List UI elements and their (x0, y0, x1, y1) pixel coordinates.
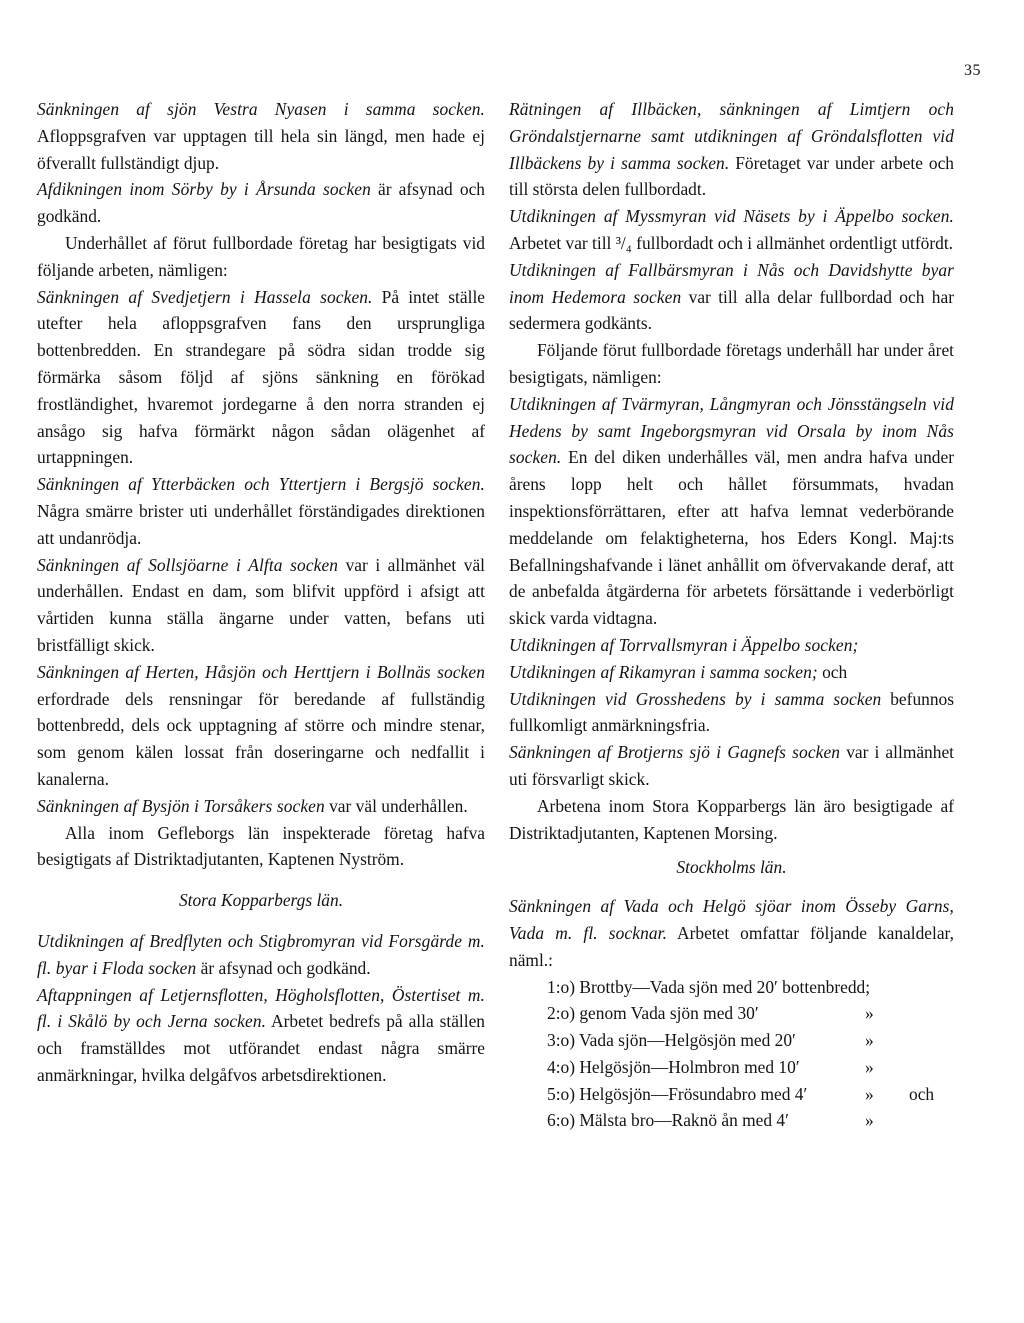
canal-item: 6:o) Mälsta bro—Raknö ån med 4′ » (547, 1110, 874, 1131)
canal-item: 1:o) Brottby—Vada sjön med 20′ bottenbredd; (547, 976, 871, 997)
paragraph-sorby: Afdikningen inom Sörby by i Årsunda socken är afsynad och godkänd. (37, 179, 485, 227)
page-number: 35 (964, 62, 981, 79)
paragraph-myssmyran: Utdikningen af Myssmyran vid Näsets by i Äppelbo socken. Arbetet var till ³/₄ fullbordadt och i allmänhet ordentligt utfördt. (509, 206, 954, 253)
section-heading-stockholm: Stockholms län. (676, 857, 787, 878)
item-title: Sänkningen af Bysjön i Torsåkers socken (37, 795, 325, 816)
item-title: Sänkningen af Svedjetjern i Hassela socken. (37, 286, 373, 307)
paragraph-vestra-nyasen: Sänkningen af sjön Vestra Nyasen i samma socken. Afloppsgrafven var upptagen till hela sin längd, men hade ej öfverallt fullständigt djup. (37, 99, 485, 173)
paragraph-bysjon: Sänkningen af Bysjön i Torsåkers socken var väl underhållen. (37, 795, 468, 816)
paragraph-svedjetjern: Sänkningen af Svedjetjern i Hassela socken. På intet ställe utefter hela afloppsgrafven fans den ursprungliga bottenbredden. En strandegare på södra sidan trodde sig förmärka såsom följd af sjöns sänkning en förökad frostländighet, hvaremot jordegarne å den norra stranden ej ansågo sig hafva förmärkt någon sådan olägenhet af urtappningen. (37, 286, 485, 468)
item-title: Utdikningen af Tvärmyran, Långmyran och Jönsstängseln vid Hedens by samt Ingeborgsmyran vid Orsala by inom Nås socken. (509, 393, 954, 468)
right-column (509, 96, 954, 1134)
left-column (37, 96, 485, 1089)
item-title: Utdikningen vid Grosshedens by i samma socken (509, 688, 882, 709)
canal-list (509, 974, 954, 1135)
paragraph-herten: Sänkningen af Herten, Håsjön och Herttjern i Bollnäs socken erfordrade dels rensningar för beredande af fullständig bottenbredd, dels ock upptagning af större och mindre stenar, som genom kälen lossat från doseringarne och nedfallit i kanalerna. (37, 661, 485, 789)
paragraph-letjernsflotten: Aftappningen af Letjernsflotten, Högholsflotten, Östertiset m. fl. i Skålö by och Jerna socken. Arbetet bedrefs på alla ställen och framställdes mot utförandet endast några smärre anmärkningar, hvilka delgåfvos arbetsdirektionen. (37, 984, 486, 1085)
paragraph-sollsjoarne: Sänkningen af Sollsjöarne i Alfta socken var i allmänhet väl underhållen. Endast en dam, som blifvit uppförd i afsigt att vårtiden kunna ställa ängarne under vatten, befans uti bristfälligt skick. (37, 554, 485, 655)
canal-item: 2:o) genom Vada sjön med 30′ » (547, 1003, 874, 1024)
paragraph-underhall-intro: Följande förut fullbordade företags underhåll har under året besigtigats, nämligen: (509, 340, 954, 387)
paragraph-rikamyran: Utdikningen af Rikamyran i samma socken; och (509, 661, 848, 682)
canal-item: 5:o) Helgösjön—Frösundabro med 4′ » och (547, 1083, 935, 1104)
item-title: Utdikningen af Rikamyran i samma socken; (509, 661, 818, 682)
item-title: Aftappningen af Letjernsflotten, Högholsflotten, Östertiset m. fl. i Skålö by och Jerna socken. (37, 984, 485, 1032)
paragraph-kopparberg-summary: Arbetena inom Stora Kopparbergs län äro besigtigade af Distriktadjutanten, Kaptenen Morsing. (509, 795, 954, 843)
item-title: Sänkningen af Brotjerns sjö i Gagnefs socken (509, 742, 841, 763)
paragraph-brotjern: Sänkningen af Brotjerns sjö i Gagnefs socken var i allmänhet uti försvarligt skick. (509, 742, 955, 789)
item-title: Sänkningen af Sollsjöarne i Alfta socken (37, 554, 339, 575)
paragraph-illbacken: Rätningen af Illbäcken, sänkningen af Limtjern och Gröndalstjernarne samt utdikningen af Gröndalsflotten vid Illbäckens by i samma socken. Företaget var under arbete och till största delen fullbordadt. (509, 99, 954, 200)
canal-item: 3:o) Vada sjön—Helgösjön med 20′ » (547, 1030, 874, 1051)
canal-item: 4:o) Helgösjön—Holmbron med 10′ » (547, 1056, 874, 1077)
paragraph-vada-helgo: Sänkningen af Vada och Helgö sjöar inom Össeby Garns, Vada m. fl. socknar. Arbetet omfattar följande kanaldelar, näml.: (509, 896, 955, 970)
item-title: Utdikningen af Myssmyran vid Näsets by i Äppelbo socken. (509, 206, 954, 227)
paragraph-fallbarsmyran: Utdikningen af Fallbärsmyran i Nås och Davidshytte byar inom Hedemora socken var till alla delar fullbordad och har sedermera godkänts. (509, 259, 954, 334)
item-title: Utdikningen af Bredflyten och Stigbromyran vid Forsgärde m. fl. byar i Floda socken (37, 930, 485, 978)
paragraph-torrvallsmyran (509, 632, 954, 659)
paragraph-tvarmyran: Utdikningen af Tvärmyran, Långmyran och Jönsstängseln vid Hedens by samt Ingeborgsmyran vid Orsala by inom Nås socken. En del diken underhålles väl, men andra hafva under årens lopp helt och hållet försummats, hvadan inspektionsförrättaren, efter att hafva lemnat vederbörande meddelande om felaktigheterna, hos Eders Kongl. Maj:ts Befallningshafvande i länet anhållit om öfvervakande deraf, att de anbefalda åtgärderna för arbetets försättande i vederbörligt skick varda vidtagna. (509, 393, 954, 629)
item-title: Sänkningen af Herten, Håsjön och Herttjern i Bollnäs socken (37, 661, 485, 682)
section-heading-kopparberg: Stora Kopparbergs län. (178, 890, 344, 911)
item-title: Afdikningen inom Sörby by i Årsunda socken (37, 179, 371, 200)
paragraph-underhall: Underhållet af förut fullbordade företag har besigtigats vid följande arbeten, nämligen: (37, 232, 485, 280)
item-title: Sänkningen af Vada och Helgö sjöar inom Össeby Garns, Vada m. fl. socknar. (509, 896, 954, 943)
paragraph-grosshedens: Utdikningen vid Grosshedens by i samma socken befunnos fullkomligt anmärkningsfria. (509, 688, 954, 736)
paragraph-bredflyten: Utdikningen af Bredflyten och Stigbromyran vid Forsgärde m. fl. byar i Floda socken är afsynad och godkänd. (37, 930, 485, 978)
item-title: Utdikningen af Fallbärsmyran i Nås och Davidshytte byar inom Hedemora socken (509, 259, 954, 307)
item-title: Rätningen af Illbäcken, sänkningen af Limtjern och Gröndalstjernarne samt utdikningen af Gröndalsflotten vid Illbäckens by i samma socken. (509, 99, 954, 173)
paragraph-gefleborg-summary: Alla inom Gefleborgs län inspekterade företag hafva besigtigats af Distriktadjutanten, Kaptenen Nyström. (37, 822, 485, 870)
item-title: Utdikningen af Torrvallsmyran i Äppelbo socken; (509, 634, 859, 655)
paragraph-ytterbacken: Sänkningen af Ytterbäcken och Yttertjern i Bergsjö socken. Några smärre brister uti underhållet förständigades direktionen att undanrödja. (37, 474, 485, 548)
item-title: Sänkningen af Ytterbäcken och Yttertjern i Bergsjö socken. (37, 474, 485, 495)
item-title: Sänkningen af sjön Vestra Nyasen i samma socken. (37, 99, 485, 119)
